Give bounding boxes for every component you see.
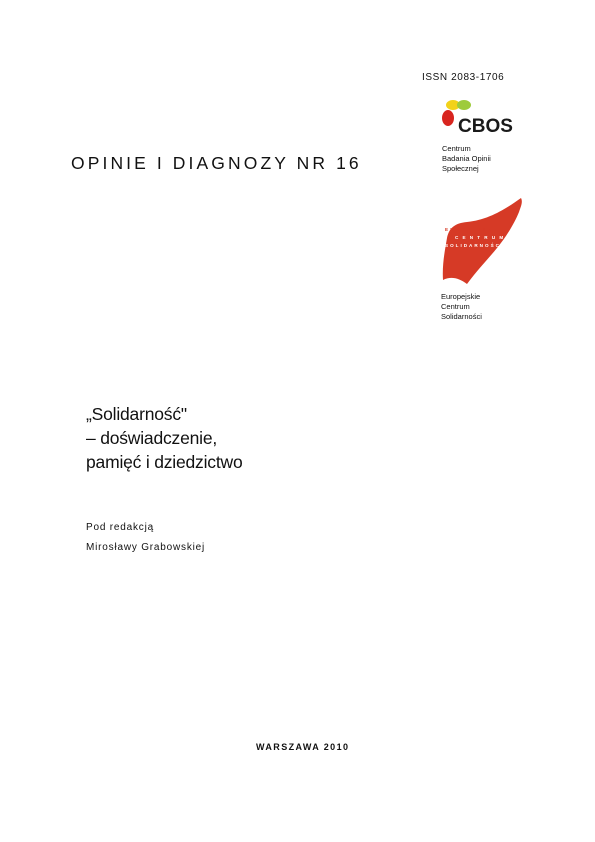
editor-credit bbox=[86, 518, 205, 558]
cbos-logo bbox=[439, 99, 519, 139]
ecs-caption bbox=[441, 292, 482, 322]
editor-name: Mirosławy Grabowskiej bbox=[86, 542, 206, 553]
main-title-line: „Solidarność" bbox=[86, 404, 187, 424]
cbos-caption bbox=[442, 144, 491, 174]
ecs-caption-line: Centrum bbox=[441, 302, 470, 311]
cbos-red-dot bbox=[442, 110, 454, 126]
place-year: WARSZAWA 2010 bbox=[256, 742, 350, 752]
ecs-caption-line: Solidarności bbox=[441, 312, 482, 321]
cbos-caption-line: Społecznej bbox=[442, 164, 479, 173]
ecs-logo-line: EUROPEJSKIE bbox=[445, 227, 502, 232]
series-title: OPINIE I DIAGNOZY NR 16 bbox=[71, 153, 362, 173]
main-title-line: pamięć i dziedzictwo bbox=[86, 452, 243, 472]
ecs-brush-stroke bbox=[443, 198, 522, 284]
ecs-logo-line: CENTRUM bbox=[455, 235, 508, 240]
ecs-logo bbox=[437, 196, 523, 286]
cbos-caption-line: Badania Opinii bbox=[442, 154, 491, 163]
main-title bbox=[86, 402, 242, 474]
cbos-green-dot bbox=[457, 100, 471, 110]
main-title-line: – doświadczenie, bbox=[86, 428, 218, 448]
cbos-caption-line: Centrum bbox=[442, 144, 471, 153]
cbos-logo-text: CBOS bbox=[458, 116, 513, 137]
issn-number: ISSN 2083-1706 bbox=[422, 72, 505, 83]
ecs-logo-line: SOLIDARNOŚCI bbox=[445, 243, 505, 248]
ecs-caption-line: Europejskie bbox=[441, 292, 481, 301]
editor-label: Pod redakcją bbox=[86, 522, 154, 533]
